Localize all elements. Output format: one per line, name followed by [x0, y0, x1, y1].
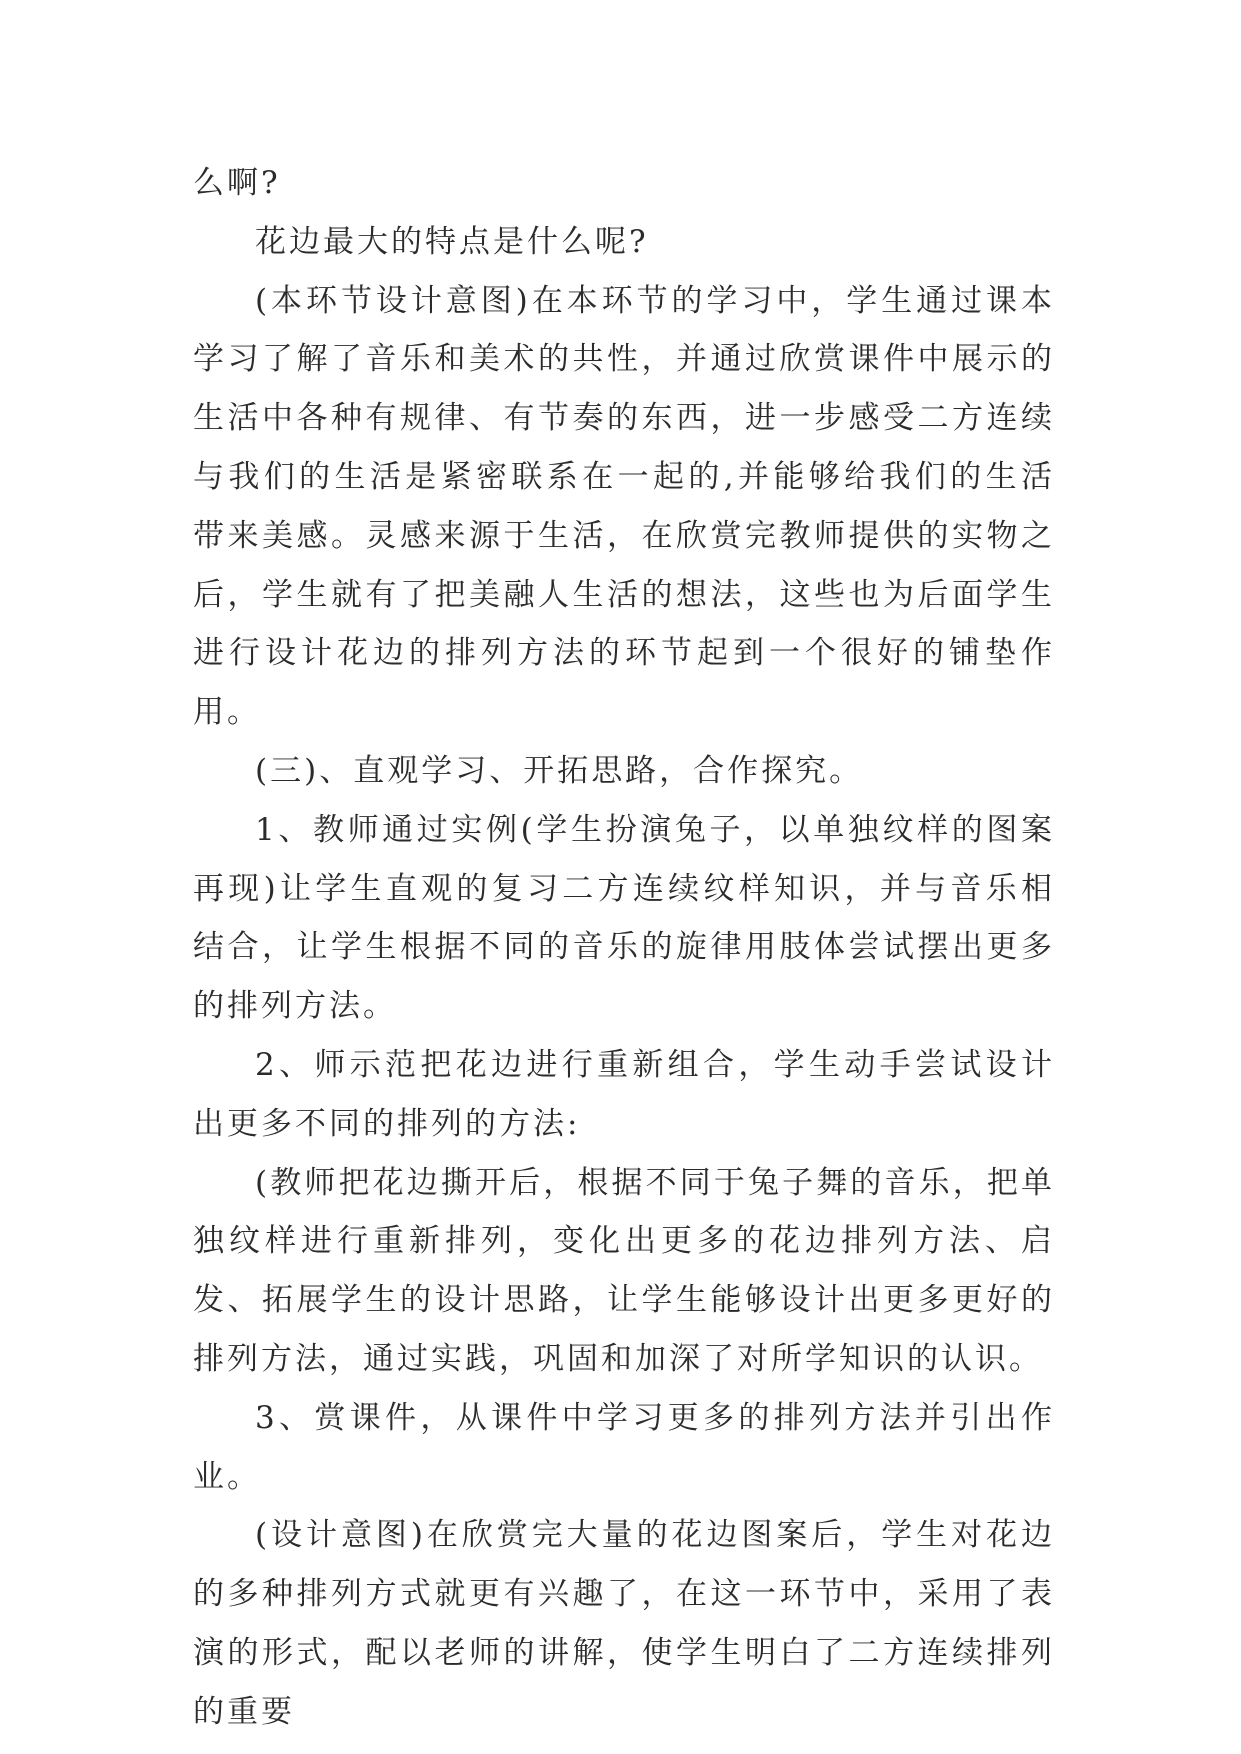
paragraph-continuation: 么啊? — [193, 165, 281, 201]
paragraph-teacher-demo: (教师把花边撕开后，根据不同于兔子舞的音乐，把单独纹样进行重新排列，变化出更多的花边排列方法、启发、拓展学生的设计思路，让学生能够设计出更多更好的排列方法，通过实践，巩固和加深了对所学知识的认识。 — [193, 1164, 1055, 1377]
document-body — [193, 154, 1055, 1742]
paragraph-step-3: 3、赏课件，从课件中学习更多的排列方法并引出作业。 — [193, 1399, 1055, 1495]
paragraph-step-1: 1、教师通过实例(学生扮演兔子，以单独纹样的图案再现)让学生直观的复习二方连续纹样知识，并与音乐相结合，让学生根据不同的音乐的旋律用肢体尝试摆出更多的排列方法。 — [193, 811, 1055, 1025]
paragraph-design-intent-2: (设计意图)在欣赏完大量的花边图案后，学生对花边的多种排列方式就更有兴趣了，在这一环节中，采用了表演的形式，配以老师的讲解，使学生明白了二方连续排列的重要 — [193, 1517, 1055, 1730]
paragraph-step-2: 2、师示范把花边进行重新组合，学生动手尝试设计出更多不同的排列的方法: — [193, 1046, 1055, 1142]
paragraph-design-intent-1: (本环节设计意图)在本环节的学习中，学生通过课本学习了解了音乐和美术的共性，并通过欣赏课件中展示的生活中各种有规律、有节奏的东西，进一步感受二方连续与我们的生活是紧密联系在一起的,并能够给我们的生活带来美感。灵感来源于生活，在欣赏完教师提供的实物之后，学生就有了把美融人生活的想法，这些也为后面学生进行设计花边的排列方法的环节起到一个很好的铺垫作用。 — [193, 282, 1055, 731]
paragraph-question: 花边最大的特点是什么呢? — [255, 223, 649, 260]
section-heading-3: (三)、直观学习、开拓思路，合作探究。 — [255, 752, 864, 789]
